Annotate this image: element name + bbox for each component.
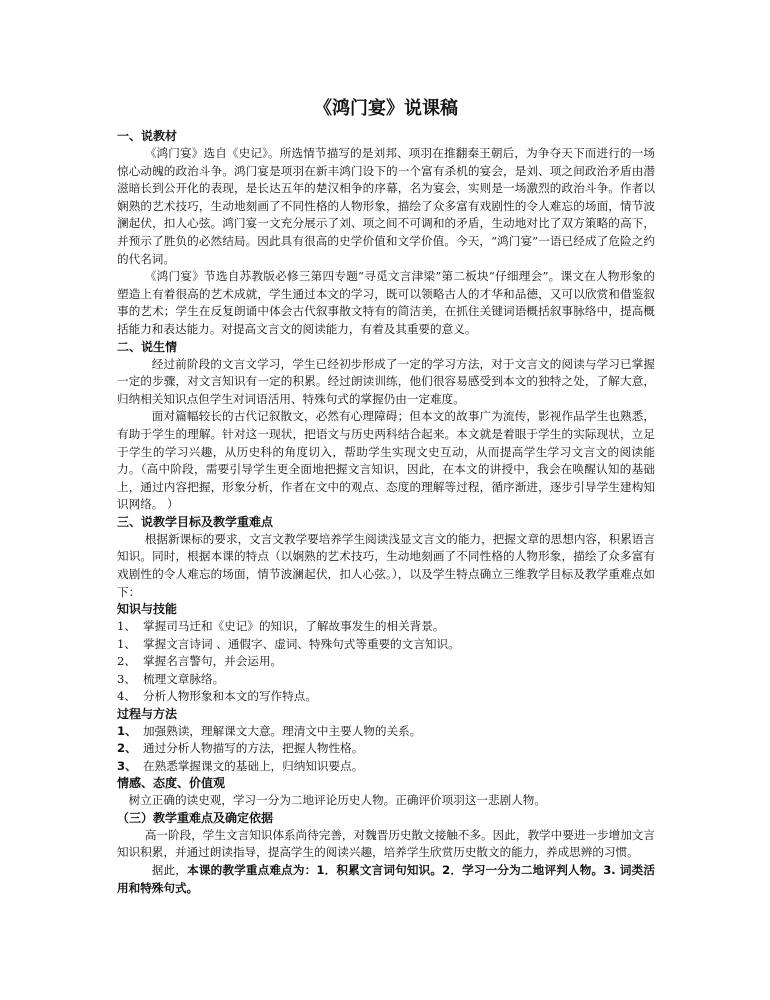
paragraph: 根据新课标的要求，文言文教学要培养学生阅读浅显文言文的能力，把握文章的思想内容，积累语言知识。同时，根据本课的特点（以娴熟的艺术技巧，生动地刻画了不同性格的人物形象，描绘了众多富有戏剧性的令人难忘的场面，情节波澜起伏，扣人心弦。），以及学生特点确立三维教学目标及教学重难点如下： <box>117 531 655 599</box>
document-title: 《鸿门宴》说课稿 <box>314 98 458 119</box>
list-item: 1、 掌握文言诗词 、通假字、虚词、特殊句式等重要的文言知识。 <box>117 636 460 651</box>
paragraph: 高一阶段，学生文言知识体系尚待完善，对魏晋历史散文接触不多。因此，教学中要进一步增加文言知识积累，并通过朗读指导，提高学生的阅读兴趣，培养学生欣赏历史散文的能力，养成思辨的习惯。 <box>117 827 655 860</box>
list-item: 4、 分析人物形象和本文的写作特点。 <box>117 689 317 704</box>
subheading-key-points: （三）教学重难点及确定依据 <box>117 810 274 825</box>
paragraph: 面对篇幅较长的古代记叙散文，必然有心理障碍；但本文的故事广为流传，影视作品学生也熟悉，有助于学生的理解。针对这一现状，把语文与历史两科结合起来。本文就是着眼于学生的实际现状，立足于学生的学习兴趣，从历史科的角度切入，帮助学生实现文史互动，从而提高学生学习文言文的阅读能力。（高中阶段，需要引导学生更全面地把握文言知识，因此，在本文的讲授中，我会在唤醒认知的基础上，通过内容把握，形象分析，作者在文中的观点、态度的理解等过程，循序渐进，逐步引导学生建构知识网络。 ） <box>117 409 655 512</box>
paragraph-key-points: 据此，本课的教学重点难点为：1．积累文言词句知识。2．学习一分为二地评判人物。3. 词类活用和特殊句式。 <box>117 863 655 895</box>
list-item: 3、 在熟悉掌握课文的基础上，归纳知识要点。 <box>117 758 364 773</box>
paragraph: 经过前阶段的文言文学习，学生已经初步形成了一定的学习方法，对于文言文的阅读与学习已掌握一定的步骤，对文言知识有一定的积累。经过朗读训练，他们很容易感受到本文的独特之处，了解大意，归纳相关知识点但学生对词语活用、特殊句式的掌握仍由一定难度。 <box>117 356 655 406</box>
list-item: 3、 梳理文章脉络。 <box>117 671 225 686</box>
list-item: 2、 通过分析人物描写的方法，把握人物性格。 <box>117 741 364 756</box>
list-item: 1、 掌握司马迁和《史记》的知识，了解故事发生的相关背景。 <box>117 619 445 634</box>
paragraph: 《鸿门宴》节选自苏教版必修三第四专题“寻觅文言津梁”第二板块“仔细理会”。课文在人物形象的塑造上有着很高的艺术成就，学生通过本文的学习，既可以领略古人的才华和品德，又可以欣赏和借鉴叙事的艺术；学生在反复朗诵中体会古代叙事散文特有的简洁美，在抓住关键词语概括叙事脉络中，提高概括能力和表达能力。对提高文言文的阅读能力，有着及其重要的意义。 <box>117 269 655 336</box>
document-page <box>117 96 655 897</box>
section-heading-objectives: 三、说教学目标及教学重难点 <box>117 514 274 529</box>
section-heading-students: 二、说生情 <box>117 339 178 354</box>
subheading-emotion: 情感、态度、价值观 <box>117 776 226 791</box>
subheading-knowledge: 知识与技能 <box>117 602 178 617</box>
section-heading-textbook: 一、说教材 <box>117 129 178 143</box>
subheading-process: 过程与方法 <box>117 706 178 721</box>
paragraph: 《鸿门宴》选自《史记》。所选情节描写的是刘邦、项羽在推翻秦王朝后，为争夺天下而进行的一场惊心动魄的政治斗争。鸿门宴是项羽在新丰鸿门设下的一个富有杀机的宴会，是刘、项之间政治矛盾由潜滋暗长到公开化的表现，是长达五年的楚汉相争的序幕，名为宴会，实则是一场激烈的政治斗争。作者以娴熟的艺术技巧，生动地刻画了不同性格的人物形象，描绘了众多富有戏剧性的令人难忘的场面，情节波澜起伏，扣人心弦。鸿门宴一文充分展示了刘、项之间不可调和的矛盾，生动地对比了双方策略的高下，并预示了胜负的必然结局。因此具有很高的史学价值和文学价值。今天，“鸿门宴”一语已经成了危险之约的代名词。 <box>117 146 655 266</box>
knowledge-list <box>117 618 655 706</box>
process-list <box>117 723 655 776</box>
paragraph: 树立正确的读史观，学习一分为二地评论历史人物。正确评价项羽这一悲剧人物。 <box>128 793 546 808</box>
list-item: 2、 掌握名言警句，并会运用。 <box>117 654 283 669</box>
list-item: 1、 加强熟读，理解课文大意。理清文中主要人物的关系。 <box>117 723 422 738</box>
